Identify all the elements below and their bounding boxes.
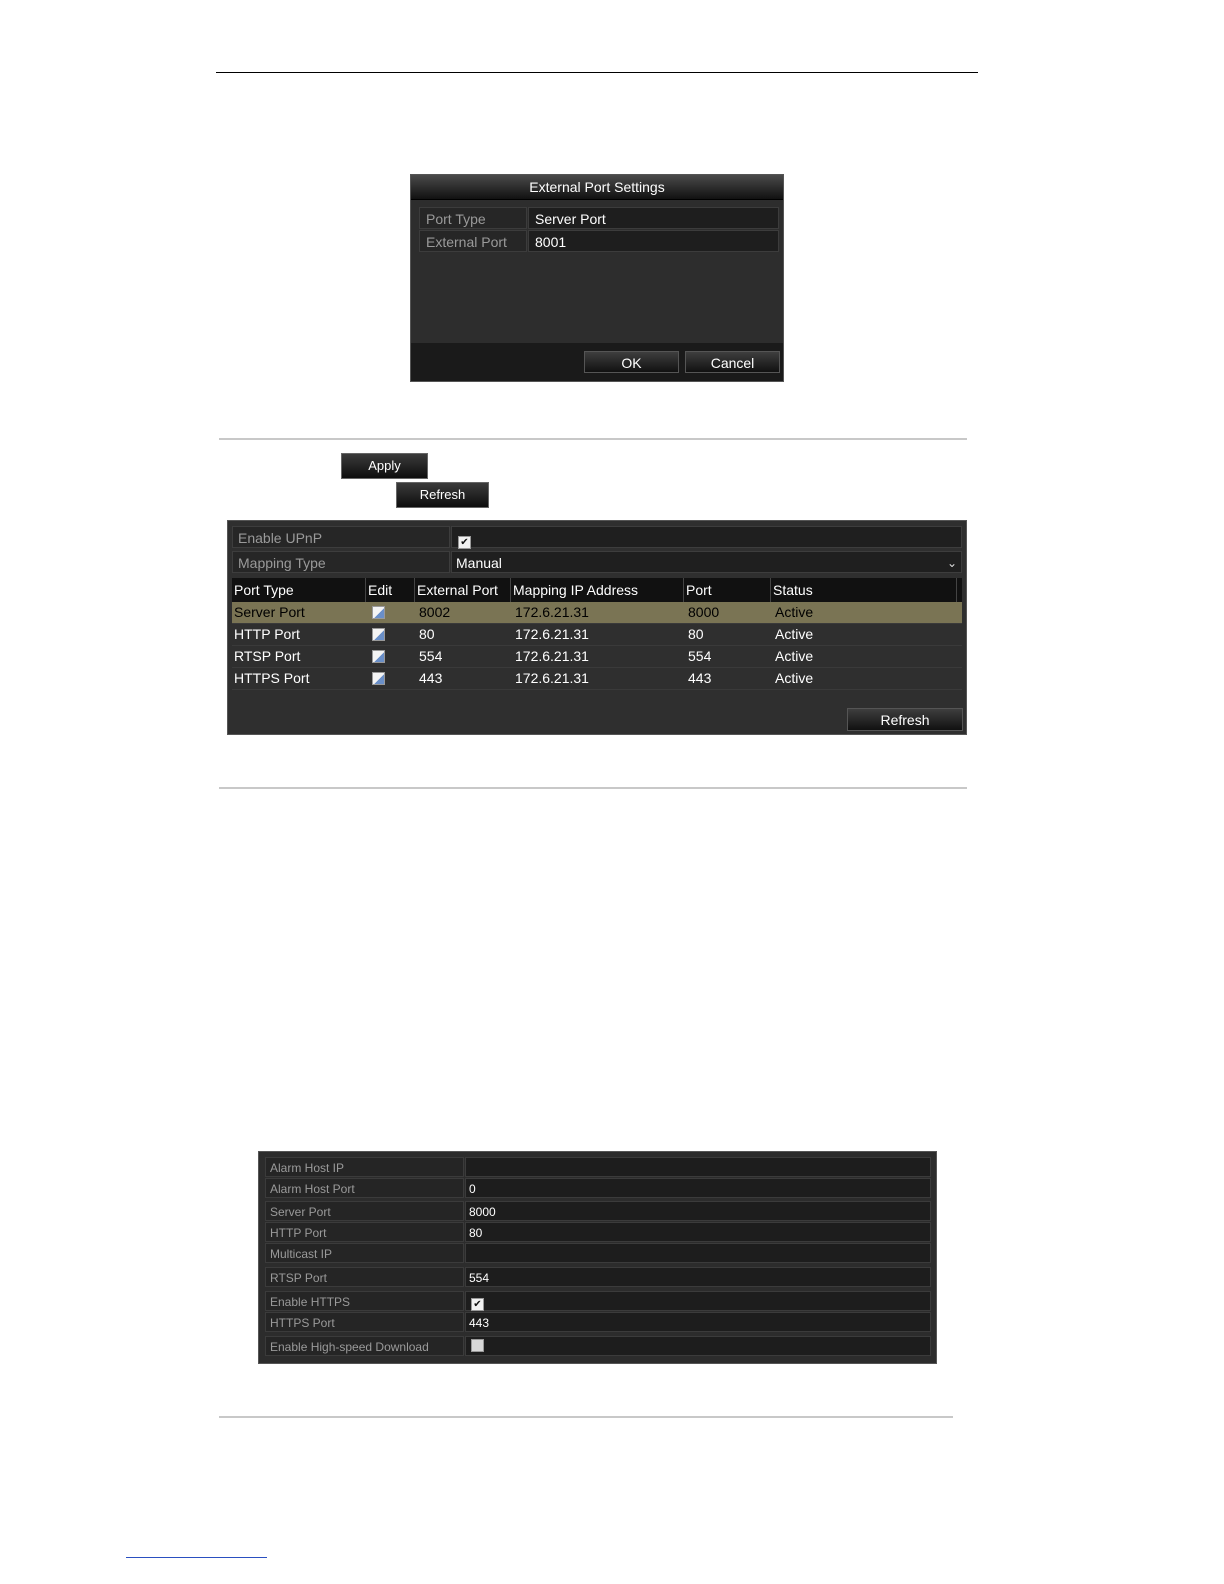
chevron-down-icon: ⌄ (946, 556, 957, 570)
high-speed-download-value (465, 1336, 931, 1356)
network-ports-panel (258, 1151, 937, 1364)
header-rule (216, 72, 978, 73)
column-header: Status (771, 578, 957, 602)
mapping-ip-cell: 172.6.21.31 (515, 648, 589, 664)
column-header: External Port (415, 578, 511, 602)
port-cell: 554 (688, 648, 712, 664)
edit-cell (366, 624, 415, 644)
enable-https-row (265, 1291, 931, 1311)
footnote-rule (126, 1557, 267, 1558)
column-header: Mapping IP Address (511, 578, 684, 602)
table-row[interactable] (232, 624, 962, 646)
status-cell: Active (775, 670, 814, 686)
rtsp-port-label: RTSP Port (265, 1267, 464, 1287)
mapping-type-label: Mapping Type (232, 551, 450, 573)
server-port-row (265, 1201, 931, 1221)
external-port-row (419, 230, 779, 252)
port-cell: 8000 (688, 604, 720, 620)
dialog-footer (411, 343, 783, 381)
edit-cell (366, 602, 415, 622)
enable-https-label: Enable HTTPS (265, 1291, 464, 1311)
port-type-value[interactable]: Server Port (528, 207, 779, 229)
port-mapping-table (232, 578, 962, 690)
high-speed-download-checkbox[interactable] (471, 1339, 484, 1352)
https-port-row (265, 1312, 931, 1332)
dialog-title: External Port Settings (411, 175, 783, 200)
enable-upnp-row (232, 526, 962, 548)
alarm-host-ip-row (265, 1157, 931, 1177)
status-cell: Active (775, 626, 814, 642)
port-type-row (419, 207, 779, 229)
alarm-host-ip-field[interactable] (465, 1157, 931, 1177)
refresh-button[interactable]: Refresh (847, 708, 963, 731)
external-port-label: External Port (419, 230, 527, 252)
apply-button[interactable]: Apply (341, 453, 428, 479)
edit-icon[interactable] (372, 628, 385, 641)
edit-icon[interactable] (372, 650, 385, 663)
column-header: Port (684, 578, 771, 602)
alarm-host-ip-label: Alarm Host IP (265, 1157, 464, 1177)
column-header: Edit (366, 578, 415, 602)
enable-https-checkbox[interactable]: ✔ (471, 1298, 484, 1311)
edit-cell (366, 646, 415, 666)
high-speed-download-label: Enable High-speed Download (265, 1336, 464, 1356)
upnp-settings-panel (227, 520, 967, 735)
server-port-label: Server Port (265, 1201, 464, 1221)
enable-https-value (465, 1291, 931, 1311)
refresh-button[interactable]: Refresh (396, 482, 489, 508)
table-header (232, 578, 962, 602)
port-cell: 443 (688, 670, 712, 686)
mapping-ip-cell: 172.6.21.31 (515, 604, 589, 620)
https-port-field[interactable]: 443 (465, 1312, 931, 1332)
status-cell: Active (775, 604, 814, 620)
mapping-type-select[interactable] (451, 551, 962, 573)
rtsp-port-row (265, 1267, 931, 1287)
ok-button[interactable]: OK (584, 351, 679, 373)
edit-icon[interactable] (372, 606, 385, 619)
section-rule (219, 787, 967, 789)
section-rule (219, 438, 967, 440)
alarm-host-port-label: Alarm Host Port (265, 1178, 464, 1198)
enable-upnp-label: Enable UPnP (232, 526, 450, 548)
column-header: Port Type (232, 578, 366, 602)
port-type-cell: Server Port (234, 604, 305, 620)
section-rule (219, 1416, 953, 1418)
multicast-ip-field[interactable] (465, 1243, 931, 1263)
edit-cell (366, 668, 415, 688)
port-cell: 80 (688, 626, 704, 642)
server-port-field[interactable]: 8000 (465, 1201, 931, 1221)
alarm-host-port-field[interactable]: 0 (465, 1178, 931, 1198)
port-type-label: Port Type (419, 207, 527, 229)
mapping-type-value: Manual (456, 555, 502, 571)
https-port-label: HTTPS Port (265, 1312, 464, 1332)
table-row[interactable] (232, 668, 962, 690)
external-port-cell: 443 (419, 670, 443, 686)
http-port-label: HTTP Port (265, 1222, 464, 1242)
external-port-field[interactable]: 8001 (528, 230, 779, 252)
port-type-cell: RTSP Port (234, 648, 301, 664)
status-cell: Active (775, 648, 814, 664)
rtsp-port-field[interactable]: 554 (465, 1267, 931, 1287)
edit-icon[interactable] (372, 672, 385, 685)
external-port-cell: 8002 (419, 604, 451, 620)
port-type-cell: HTTP Port (234, 626, 300, 642)
http-port-field[interactable]: 80 (465, 1222, 931, 1242)
multicast-ip-label: Multicast IP (265, 1243, 464, 1263)
enable-upnp-value (451, 526, 962, 548)
table-row[interactable] (232, 602, 962, 624)
external-port-settings-dialog (410, 174, 784, 382)
port-type-cell: HTTPS Port (234, 670, 310, 686)
mapping-ip-cell: 172.6.21.31 (515, 670, 589, 686)
multicast-ip-row (265, 1243, 931, 1263)
alarm-host-port-row (265, 1178, 931, 1198)
external-port-cell: 80 (419, 626, 435, 642)
cancel-button[interactable]: Cancel (685, 351, 780, 373)
enable-upnp-checkbox[interactable]: ✔ (458, 536, 471, 549)
http-port-row (265, 1222, 931, 1242)
external-port-cell: 554 (419, 648, 443, 664)
mapping-type-row (232, 551, 962, 573)
table-row[interactable] (232, 646, 962, 668)
mapping-ip-cell: 172.6.21.31 (515, 626, 589, 642)
high-speed-download-row (265, 1336, 931, 1356)
